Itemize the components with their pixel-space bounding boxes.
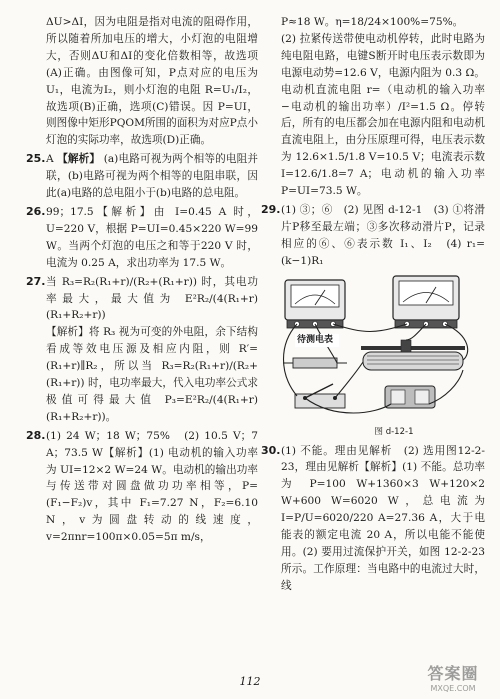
watermark-sub: MXQE.COM: [430, 684, 476, 693]
question-30-text: (1) 不能。理由见解析 (2) 选用图12-2-23，理由见解析【解析】(1) 不能。总功率为 P=100 W+1360×3 W+120×2 W+600 W=6020 W，总电流为 I=P/U=6020/220 A=27.36 A，大于电能表的额定电流 20 A，所以电能不能使用。(2) 要用过流保护开关，如图 12-2-23 所示。工作原理：当电路中的电流过大时，线: [281, 444, 485, 592]
page-number: 112: [239, 675, 261, 688]
question-28: [28, 428, 258, 546]
q28-continuation-1: P≈18 W。η=18/24×100%=75%。: [281, 16, 464, 28]
circuit-illustration: [275, 274, 475, 424]
milliammeter-left-icon: [285, 280, 345, 328]
q28-continuation-2: (2) 拉紧传送带使电动机停转，此时电路为纯电阻电路，电键S断开时电压表示数即为电源电动势=12.6 V，电源内阻为 0.3 Ω。电动机直流电阻 r=（电动机的输入功率−电动机的输出功率）/I²=1.5 Ω。停转后，所有的电压都会加在电源内阻和电动机直流电阻上，由分压原理可得，电压表示数为 12.6×1.5/1.8 V=10.5 V；电流表示数 I=12.6/1.8=7 A；电动机的输入功率 P=UI=73.5 W。: [281, 32, 485, 198]
right-column: [263, 14, 485, 595]
question-27: [28, 274, 258, 426]
question-29-text: (1) ③；⑥ (2) 见图 d-12-1 (3) ①将滑片P移至最左端；③多次移动滑片P，记录相应的⑥、⑥表示数 I₁、I₂ (4) r₁=(k−1)R₁: [281, 203, 485, 267]
question-25-answer: A: [46, 153, 54, 166]
resistor-icon: [283, 358, 347, 368]
watermark-main: 答案圈: [427, 664, 479, 683]
question-26-number: 26.: [26, 204, 46, 218]
circuit-figure: [275, 274, 475, 424]
question-25: [28, 151, 258, 202]
switch-icon: [295, 384, 345, 408]
question-30-number: 30.: [261, 443, 281, 457]
figure-caption: 图 d-12-1: [374, 426, 414, 437]
question-25-number: 25.: [26, 152, 46, 166]
question-30: [263, 443, 485, 595]
question-25-jiexi-label: 【解析】: [57, 153, 101, 166]
watermark-logo: [418, 661, 488, 693]
question-27-number: 27.: [26, 274, 46, 288]
question-28-text: (1) 24 W；18 W；75% (2) 10.5 V；7 A；73.5 W【解析】(1) 电动机的输入功率为 UI=12×2 W=24 W。电动机的输出功率与传送带对圆盘做功功率相等，P=(F₁−F₂)v，其中 F₁=7.27 N，F₂=6.10 N，v为圆盘转动的线速度，v=2πnr=100π×0.05=5π m/s，: [46, 429, 258, 544]
battery-icon: [385, 386, 435, 408]
question-29: [263, 202, 485, 270]
question-29-number: 29.: [261, 202, 281, 216]
rheostat-icon: [361, 340, 465, 370]
question-26: [28, 204, 258, 272]
question-28-number: 28.: [26, 428, 46, 442]
left-column: [28, 14, 258, 546]
milliammeter-right-icon: [393, 276, 459, 328]
figure-label-meter: 待测电表: [297, 334, 334, 345]
question-27-answer: 当 R₃=R₂(R₁+r)/(R₂+(R₁+r)) 时，其电功率最大，最大值为 E²R₂/(4(R₁+r)(R₁+R₂+r)): [46, 275, 258, 322]
q24-continuation: ΔU>ΔI，因为电阻是指对电流的阻碍作用，所以随着所加电压的增大，小灯泡的电阻增大，否则ΔU和ΔI的变化倍数相等，故选项(A)正确。由图像可知，P点对应的电压为U₁，电流为I₂，则小灯泡的电阻 R=U₁/I₂，故选项(B)正确，选项(C)错误。因 P=UI，则图像中矩形PQOM所围的面积为对应P点小灯泡的实际功率，故选项(D)正确。: [46, 16, 258, 147]
question-26-text: 99；17.5【解析】由 I=0.45 A 时，U=220 V，根据 P=UI=0.45×220 W=99 W。当两个灯泡的电压之和等于220 V 时，电流为 0.25 A，求出功率为 17.5 W。: [46, 205, 258, 269]
question-25-text: (a)电路可视为两个相等的电阻并联，(b)电路可视为两个相等的电阻串联，因此(a)电路的总电阻小于(b)电路的总电阻。: [46, 153, 259, 200]
question-27-analysis: 【解析】将 R₃ 视为可变的外电阻，余下结构看成等效电压源及相应内阻，则 R′=(R₁+r)∥R₂，所以当 R₃=R₂(R₁+r)/(R₂+(R₁+r)) 时，电功率最大，代入电功率公式求极值可得最大值 P₃=E²R₂/(4(R₁+r)(R₁+R₂+r))。: [46, 326, 258, 423]
